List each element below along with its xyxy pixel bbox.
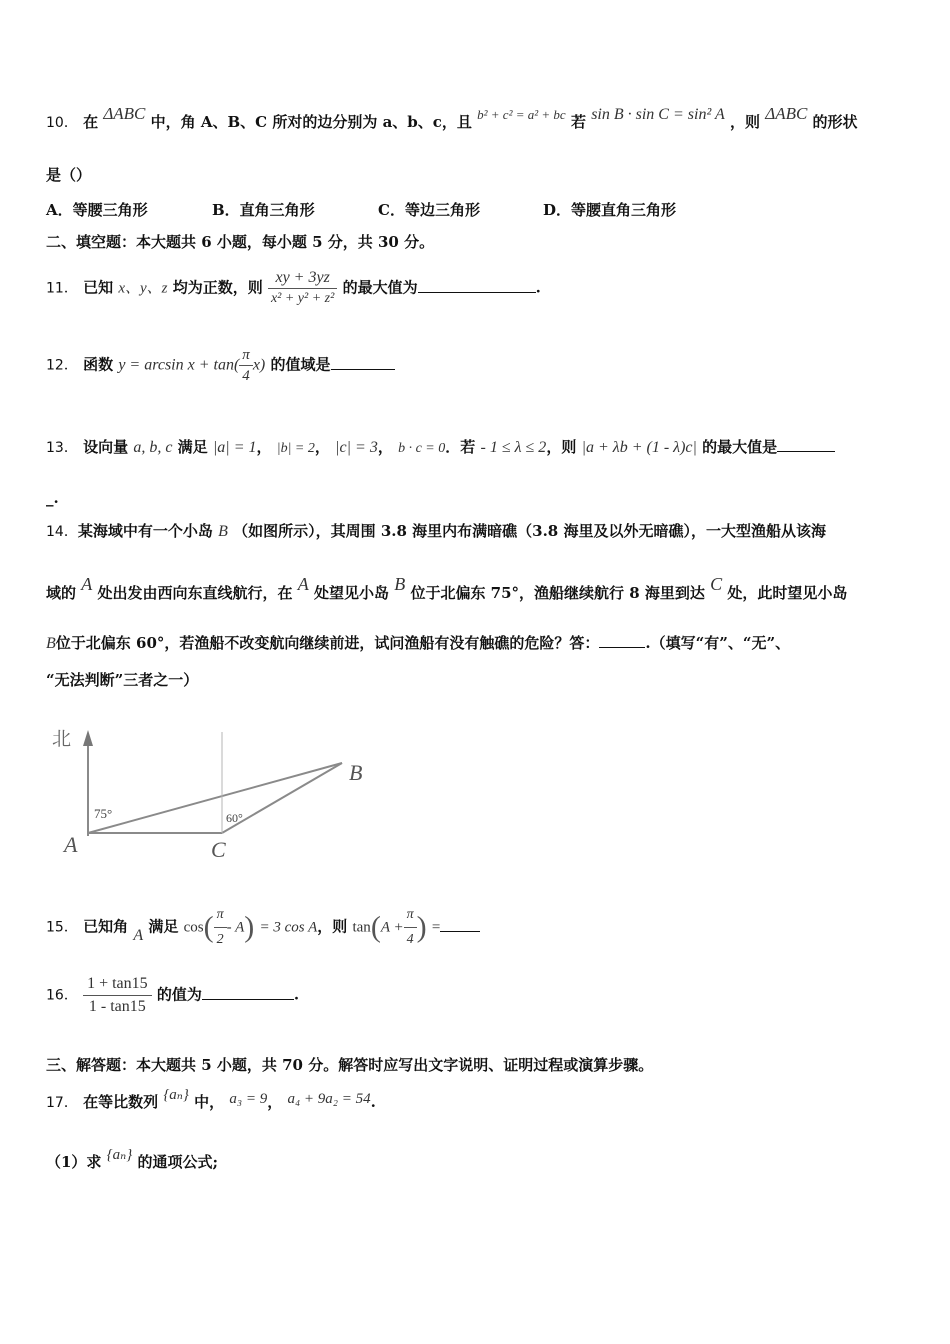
- q16-fraction: $\frac{1 + \tan 15}{1 - \tan 15}$: [83, 973, 152, 1018]
- section-3-heading: 三、解答题：本大题共 5 小题，共 70 分。解答时应写出文字说明、证明过程或演算步骤。: [46, 1056, 654, 1074]
- q13-line1: 13． 设向量 a, b, c 满足 |a| = 1， |b| = 2， |c| = 3， b · c = 0．若 - 1 ≤ λ ≤ 2，则 |a + λb + (1 - λ)c| 的最大值是: [46, 437, 835, 459]
- q17-part1: （1）求 {aₙ} 的通项公式;: [46, 1147, 219, 1171]
- q10-line2: 是（）: [46, 166, 92, 184]
- line-ab: [88, 763, 342, 833]
- point-a-label: A: [64, 832, 78, 857]
- north-label: 北: [52, 729, 72, 750]
- q17-line: 17． 在等比数列 {aₙ} 中， a₃ = 9， a₄ + 9a₂ = 54.: [46, 1087, 376, 1111]
- angle-c-label: 60°: [226, 811, 243, 825]
- q14-line3: B位于北偏东 60°，若渔船不改变航向继续前进，试问渔船有没有触礁的危险？答： .（填写“有”、“无”、: [46, 634, 791, 652]
- section-2-heading: 二、填空题：本大题共 6 小题，每小题 5 分，共 30 分。: [46, 233, 435, 251]
- q14-line2: 域的 A 处出发由西向东直线航行，在 A 处望见小岛 B 位于北偏东 75°，渔船继续航行 8 海里到达 C 处，此时望见小岛: [46, 574, 848, 602]
- q12-line: 12． 函数 y = arcsin x + tan( $\frac{\pi}{4}$ x) 的值域是: [46, 345, 395, 386]
- q10-number: 10．: [46, 115, 78, 131]
- point-b-label: B: [349, 760, 363, 785]
- q15-line: 15． 已知角 A 满足 cos( $\frac{\pi}{2}$ - A) = 3 cos A，则 tan(A + $\frac{\pi}{4}$ ) =: [46, 903, 480, 952]
- q14-line4: “无法判断”三者之一）: [46, 671, 199, 689]
- q10-option-a: A．等腰三角形: [46, 201, 148, 219]
- triangle-abc-2: ΔABC: [765, 104, 808, 123]
- q10-option-b: B．直角三角形: [212, 201, 315, 219]
- angle-a-label: 75°: [94, 806, 113, 821]
- condition-eq1: b² + c² = a² + bc: [477, 107, 566, 122]
- answer-blank: [440, 917, 480, 932]
- north-arrow-head: [83, 730, 93, 746]
- q13-line2: _.: [46, 489, 59, 507]
- point-c-label: C: [211, 837, 226, 862]
- q16-line: 16． $\frac{1 + \tan 15}{1 - \tan 15}$ 的值为 .: [46, 973, 299, 1018]
- q14-line1: 14．某海域中有一个小岛 B （如图所示），其周围 3.8 海里内布满暗礁（3.8 海里及以外无暗礁），一大型渔船从该海: [46, 522, 826, 540]
- answer-blank: [202, 985, 294, 1000]
- q10-option-c: C．等边三角形: [378, 201, 480, 219]
- condition-eq2: sin B · sin C = sin² A: [591, 106, 725, 123]
- triangle-abc: ΔABC: [103, 104, 146, 123]
- q10-option-d: D．等腰直角三角形: [543, 201, 677, 219]
- q10-line1: 10． 在 ΔABC 中，角 A、B、C 所对的边分别为 a、b、c，且 b² + c² = a² + bc 若 sin B · sin C = sin² A ，则 ΔABC 的形状: [46, 104, 858, 131]
- q11-line: 11． 已知 x、y、z 均为正数，则 $\frac{xy + 3yz}{\text{x² + y² + z²}}$ 的最大值为 .: [46, 268, 541, 309]
- q11-fraction: $\frac{xy + 3yz}{\text{x² + y² + z²}}$: [268, 268, 337, 309]
